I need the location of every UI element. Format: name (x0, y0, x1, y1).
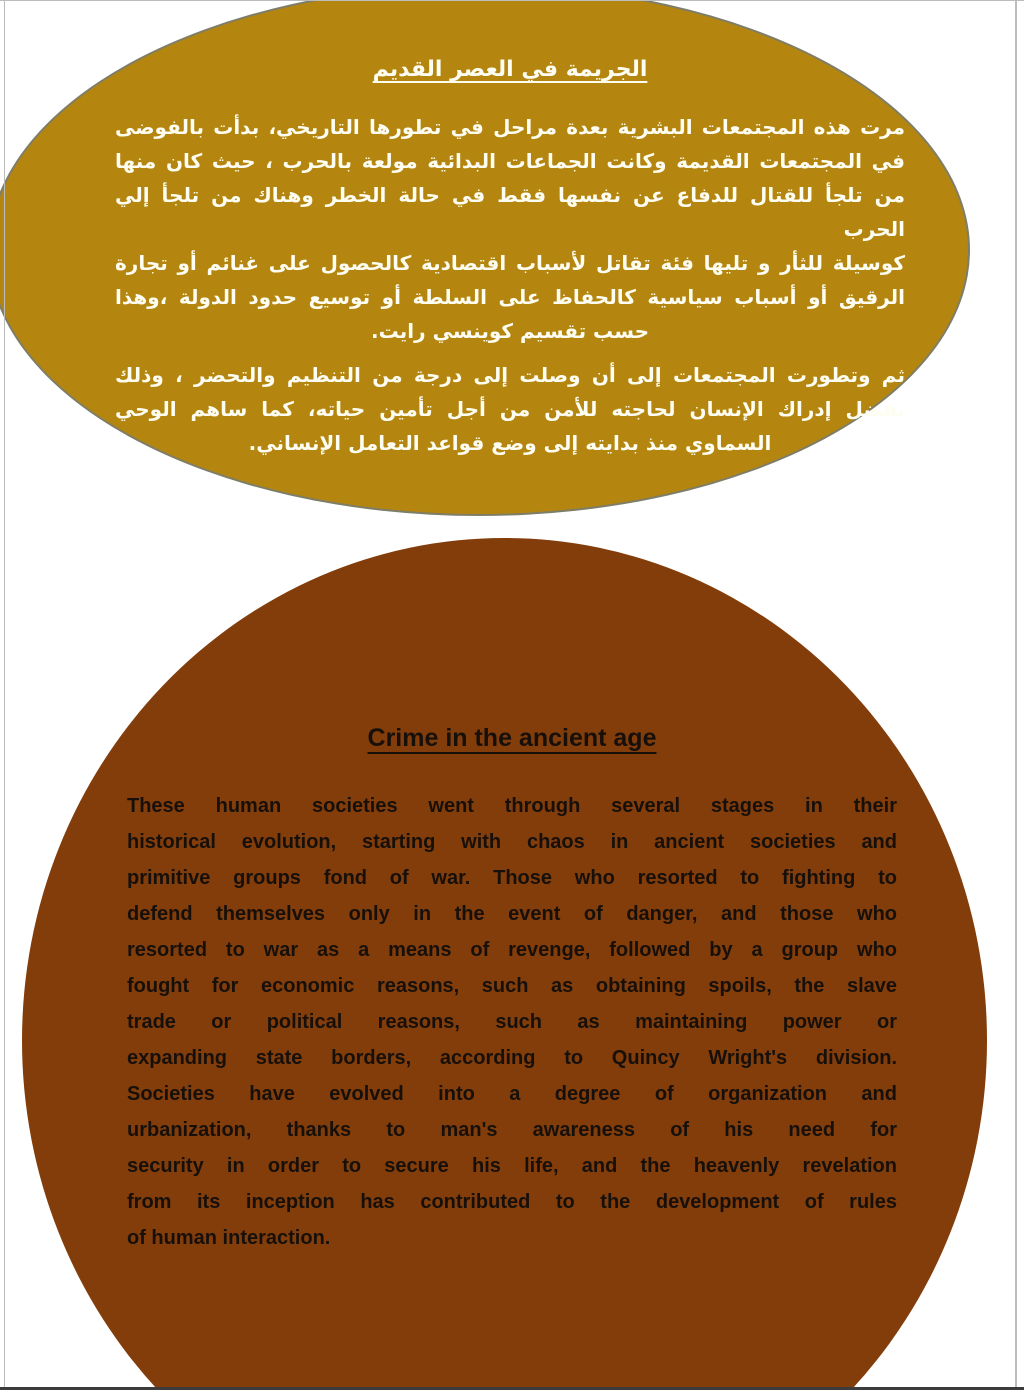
page-border-left (4, 0, 5, 1390)
text-line: Societies have evolved into a degree of organization and (127, 1083, 897, 1105)
text-line: resorted to war as a means of revenge, followed by a group who (127, 939, 897, 961)
text-line: fought for economic reasons, such as obtaining spoils, the slave (127, 975, 897, 997)
text-line: defend themselves only in the event of danger, and those who (127, 903, 897, 925)
arabic-paragraph-1 (115, 110, 905, 348)
english-title: Crime in the ancient age (367, 724, 657, 752)
text-line: historical evolution, starting with chaos in ancient societies and (127, 831, 897, 853)
arabic-title: الجريمة في العصر القديم (372, 57, 648, 82)
arabic-paragraph-2 (115, 358, 905, 460)
english-text-block (127, 722, 897, 1256)
text-line: السماوي منذ بدايته إلى وضع قواعد التعامل الإنساني. (248, 431, 772, 455)
text-line: بفضل إدراك الإنسان لحاجته للأمن من أجل تأمين حياته، كما ساهم الوحي (115, 397, 905, 421)
arabic-text-block (115, 56, 905, 460)
page-border-top (0, 0, 1024, 1)
page-border-right (1015, 0, 1017, 1390)
text-line: security in order to secure his life, and the heavenly revelation (127, 1155, 897, 1177)
text-line: These human societies went through several stages in their (127, 795, 897, 817)
text-line: مرت هذه المجتمعات البشرية بعدة مراحل في تطورها التاريخي، بدأت بالفوضى (115, 115, 905, 139)
english-paragraph (127, 788, 897, 1256)
text-line: كوسيلة للثأر و تليها فئة تقاتل لأسباب اقتصادية كالحصول على غنائم أو تجارة (115, 251, 905, 275)
text-line: from its inception has contributed to the development of rules (127, 1191, 897, 1213)
text-line: of human interaction. (127, 1227, 331, 1249)
text-line: urbanization, thanks to man's awareness of his need for (127, 1119, 897, 1141)
text-line: trade or political reasons, such as maintaining power or (127, 1011, 897, 1033)
text-line: من تلجأ للقتال للدفاع عن نفسها فقط في حالة الخطر وهناك من تلجأ إلي الحرب (115, 183, 905, 241)
text-line: ثم وتطورت المجتمعات إلى أن وصلت إلى درجة من التنظيم والتحضر ، وذلك (115, 363, 905, 387)
text-line: حسب تقسيم كوينسي رايت. (370, 319, 649, 343)
text-line: expanding state borders, according to Quincy Wright's division. (127, 1047, 897, 1069)
text-line: الرقيق أو أسباب سياسية كالحفاظ على السلطة أو توسيع حدود الدولة ،وهذا (115, 285, 905, 309)
text-line: في المجتمعات القديمة وكانت الجماعات البدائية مولعة بالحرب ، حيث كان منها (115, 149, 905, 173)
text-line: primitive groups fond of war. Those who resorted to fighting to (127, 867, 897, 889)
